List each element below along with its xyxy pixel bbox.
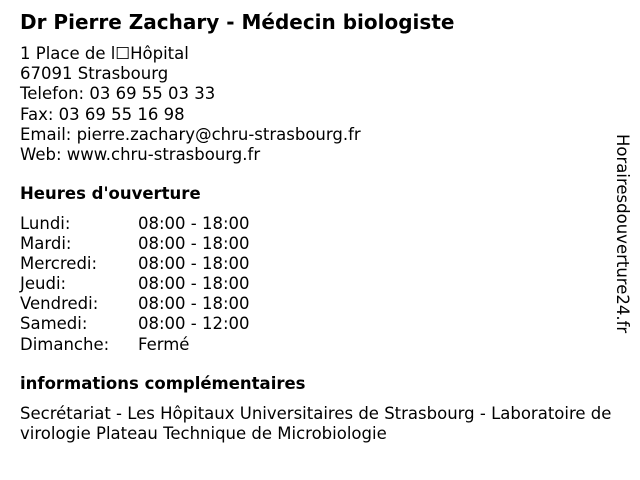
hours-day: Lundi:: [20, 214, 71, 233]
hours-time: 08:00 - 12:00: [138, 314, 250, 334]
opening-hours-heading: Heures d'ouverture: [20, 184, 201, 203]
hours-time: 08:00 - 18:00: [138, 254, 250, 274]
hours-day: Dimanche:: [20, 334, 110, 354]
site-watermark: Horairesdouverture24.fr: [613, 134, 632, 334]
hours-time: Fermé: [138, 334, 190, 354]
hours-time: 08:00 - 18:00: [138, 214, 250, 233]
hours-day: Mercredi:: [20, 254, 98, 274]
email-address: Email: pierre.zachary@chru-strasbourg.fr: [20, 124, 361, 144]
additional-info-heading: informations complémentaires: [20, 374, 306, 393]
hours-day: Samedi:: [20, 314, 88, 334]
hours-day: Mardi:: [20, 234, 72, 254]
phone-number: Telefon: 03 69 55 03 33: [20, 84, 216, 104]
hours-time: 08:00 - 18:00: [138, 274, 250, 294]
hours-day: Vendredi:: [20, 294, 99, 314]
hours-time: 08:00 - 18:00: [138, 294, 250, 314]
page-title: Dr Pierre Zachary - Médecin biologiste: [20, 10, 455, 34]
contact-block: [20, 44, 361, 165]
website-address: Web: www.chru-strasbourg.fr: [20, 144, 261, 164]
address-city: 67091 Strasbourg: [20, 64, 169, 84]
hours-day: Jeudi:: [20, 274, 67, 294]
address-street: 1 Place de l☐Hôpital: [20, 44, 189, 63]
hours-time: 08:00 - 18:00: [138, 234, 250, 254]
fax-number: Fax: 03 69 55 16 98: [20, 104, 185, 124]
additional-info-text: Secrétariat - Les Hôpitaux Universitaires de Strasbourg - Laboratoire de virologie Plateau Technique de Microbiologie: [20, 404, 612, 443]
